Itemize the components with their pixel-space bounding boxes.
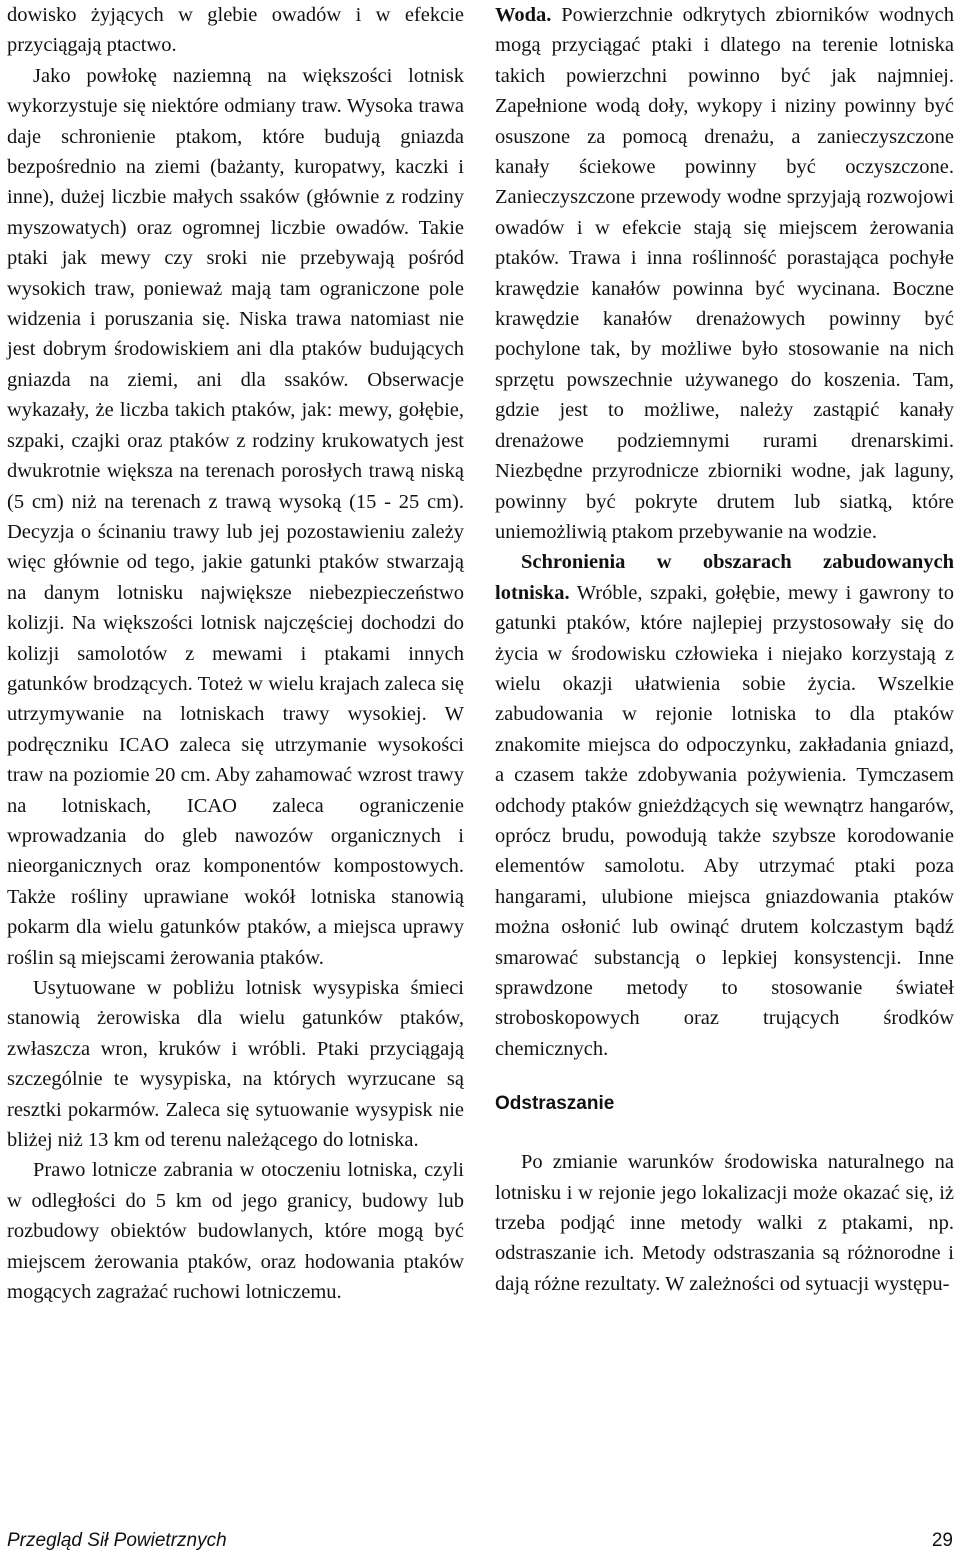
paragraph: Usytuowane w pobliżu lotnisk wysypiska śmieci stanowią żerowiska dla wielu gatunków ptaków, zwłaszcza wron, kruków i wróbli. Ptaki przyciągają szczególnie te wysypiska, na których wyrzucane są resztki pokarmów. Zaleca się sytuowanie wysypisk nie bliżej niż 13 km od terenu należącego do lotniska. — [7, 977, 464, 1152]
paragraph: Prawo lotnicze zabrania w otoczeniu lotniska, czyli w odległości do 5 km od jego granicy, budowy lub rozbudowy obiektów budowlanych, które mogą być miejscem żerowania ptaków, oraz hodowania ptaków mogących zagrażać ruchowi lotniczemu. — [7, 1159, 464, 1304]
paragraph: dowisko żyjących w glebie owadów i w efekcie przyciągają ptactwo. — [7, 4, 464, 57]
paragraph-lead: Schronienia w obszarach zabudowanych lotniska. — [495, 551, 954, 604]
page-footer — [7, 1527, 953, 1555]
paragraph: Jako powłokę naziemną na większości lotnisk wykorzystuje się niektóre odmiany traw. Wysoka trawa daje schronienie ptakom, które budują gniazda bezpośrednio na ziemi (bażanty, kuropatwy, kaczki i inne), dużej liczbie małych ssaków (głównie z rodziny myszowatych) oraz ogromnej liczbie owadów. Takie ptaki jak mewy czy sroki nie przebywają pośród wysokich traw, ponieważ mają tam ograniczone pole widzenia i poruszania się. Niska trawa natomiast nie jest dobrym środowiskiem ani dla ptaków budujących gniazda na ziemi, ani dla ssaków. Obserwacje wykazały, że liczba takich ptaków, jak: mewy, gołębie, szpaki, czajki oraz ptaków z rodziny krukowatych jest dwukrotnie większa na terenach porosłych trawą niską (5 cm) niż na terenach z trawą wysoką (15 - 25 cm). Decyzja o ścinaniu trawy lub jej pozostawieniu zależy więc głównie od tego, jakie gatunki ptaków stwarzają na danym lotnisku największe niebezpieczeństwo kolizji. Na większości lotnisk najczęściej dochodzi do kolizji samolotów z mewami i ptakami innych gatunków brodzących. Toteż w wielu krajach zaleca się utrzymywanie na lotniskach trawy wysokiej. W podręczniku ICAO zaleca się utrzymanie wysokości traw na poziomie 20 cm. Aby zahamować wzrost trawy na lotniskach, ICAO zaleca ograniczenie wprowadzania do gleb nawozów organicznych i nieorganicznych oraz komponentów kompostowych. Także rośliny uprawiane wokół lotniska stanowią pokarm dla wielu gatunków ptaków, a miejsca uprawy roślin są miejscami żerowania ptaków. — [7, 64, 464, 969]
paragraph: Po zmianie warunków środowiska naturalnego na lotnisku i w rejonie jego lokalizacji może okazać się, iż trzeba podjąć inne metody walki z ptakami, np. odstraszanie ich. Metody odstraszania są różnorodne i dają różne rezultaty. W zależności od sytuacji występu- — [495, 1151, 954, 1295]
paragraph-body: Wróble, szpaki, gołębie, mewy i gawrony to gatunki ptaków, które najlepiej przystosowały się do życia w środowisku człowieka i niejako korzystają z wielu okazji ułatwienia sobie życia. Wszelkie zabudowania w rejonie lotniska to dla ptaków znakomite miejsca do odpoczynku, zakładania gniazd, a czasem także zdobywania pożywienia. Tymczasem odchody ptaków gnieżdżących się wewnątrz hangarów, oprócz brudu, powodują także szybsze korodowanie elementów samolotu. Aby utrzymać ptaki poza hangarami, ulubione miejsca gniazdowania ptaków można osłonić lub owinąć drutem kolczastym bądź smarować substancją o lepkiej konsystencji. Inne sprawdzone metody to stosowanie świateł stroboskopowych oraz trujących środków chemicznych. — [495, 581, 954, 1060]
publication-title: Przegląd Sił Powietrznych — [7, 1530, 227, 1551]
paragraph-body: Powierzchnie odkrytych zbiorników wodnych mogą przyciągać ptaki i dlatego na terenie lotniska takich powierzchni powinno być jak najmniej. Zapełnione wodą doły, wykopy i niziny powinny być osuszone za pomocą drenażu, a zanieczyszczone kanały ściekowe powinny być oczyszczone. Zanieczyszczone przewody wodne sprzyjają rozwojowi owadów i w efekcie stają się miejscem żerowania ptaków. Trawa i inna roślinność porastająca pochyłe krawędzie kanałów powinna być wycinana. Boczne krawędzie kanałów drenażowych powinny być pochylone tak, by możliwe było stosowanie na nich sprzętu powszechnie używanego do koszenia. Tam, gdzie jest to możliwe, należy zastąpić kanały drenażowe podziemnymi rurami drenarskimi. Niezbędne przyrodnicze zbiorniki wodne, jak laguny, powinny być pokryte drutem lub siatką, które uniemożliwią ptakom przebywanie na wodzie. — [495, 4, 954, 543]
paragraph — [495, 0, 954, 547]
right-column — [495, 0, 954, 1299]
left-column — [7, 0, 464, 1307]
paragraph-lead: Woda. — [495, 4, 552, 26]
page-number: 29 — [931, 1530, 953, 1551]
section-heading: Odstraszanie — [495, 1093, 615, 1115]
paragraph — [495, 547, 954, 1064]
